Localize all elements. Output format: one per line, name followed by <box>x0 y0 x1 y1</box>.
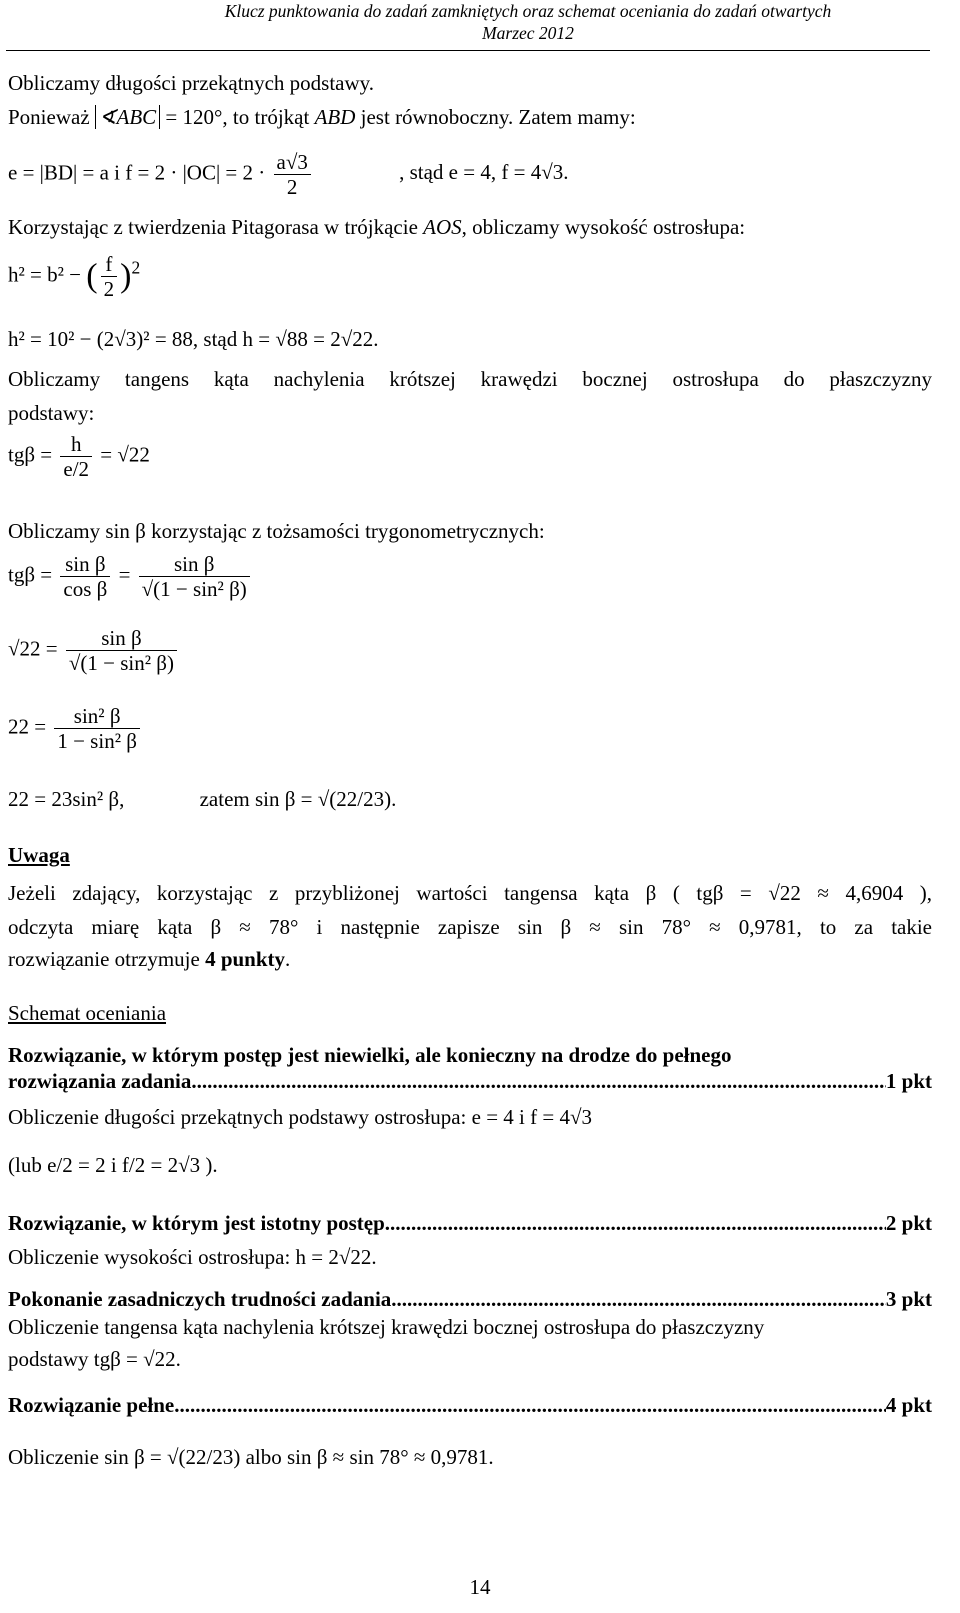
solution-paragraph-2: Ponieważ ∢ABC = 120°, to trójkąt ABD jest równoboczny. Zatem mamy: <box>8 105 636 129</box>
page-header <box>148 0 908 44</box>
pythagoras-equation-2: h² = 10² − (2√3)² = 88, stąd h = √88 = 2√22. <box>8 327 379 351</box>
sine-equation-4: 22 = 23sin² β, zatem sin β = √(22/23). <box>8 787 397 811</box>
criterion-1-points: 1 pkt <box>885 1069 932 1093</box>
solution-paragraph-3: Korzystając z twierdzenia Pitagorasa w trójkącie AOS, obliczamy wysokość ostrosłupa: <box>8 215 746 239</box>
criterion-1-score-line: rozwiązania zadania ..... 1 pkt <box>8 1068 932 1094</box>
fraction: $\frac{\text{sin² β}}{\text{1 − sin² β}}$ <box>54 704 140 753</box>
fraction: $\frac{\text{sin β}}{\text{cos β}}$ <box>60 552 110 601</box>
note-title: Uwaga <box>8 843 70 867</box>
criterion-2-score-line: Rozwiązanie, w którym jest istotny postęp ..... 2 pkt <box>8 1210 932 1236</box>
note-line-3: rozwiązanie otrzymuje 4 punkty. <box>8 947 291 971</box>
tangent-equation: tgβ = $\frac{h}{e/2}$ = √22 <box>8 432 150 482</box>
note-line-1: Jeżeli zdający, korzystając z przybliżonej wartości tangensa kąta β ( tgβ = √22 ≈ 4,6904 ), <box>8 881 932 905</box>
criterion-3-desc-2: podstawy tgβ = √22. <box>8 1347 181 1371</box>
sine-equation-3: 22 = $\frac{\text{sin² β}}{\text{1 − sin² β}}$ <box>8 704 143 753</box>
solution-paragraph-5: Obliczamy sin β korzystając z tożsamości trygonometrycznych: <box>8 519 545 543</box>
solution-paragraph-4: Obliczamy tangens kąta nachylenia krótszej krawędzi bocznej ostrosłupa do płaszczyzny <box>8 367 932 391</box>
criterion-1-desc: Obliczenie długości przekątnych podstawy ostrosłupa: e = 4 i f = 4√3 <box>8 1105 592 1129</box>
fraction: $\frac{\text{sin β}}{\text{√(1 − sin² β)}}$ <box>66 626 177 675</box>
pythagoras-equation-1: h² = b² − ( $\frac{f}{2}$ )$^2$ <box>8 252 141 302</box>
sine-equation-2: √22 = $\frac{\text{sin β}}{\text{√(1 − sin² β)}}$ <box>8 626 180 675</box>
criterion-3-score-line: Pokonanie zasadniczych trudności zadania ..... 3 pkt <box>8 1286 932 1312</box>
criterion-4-desc: Obliczenie sin β = √(22/23) albo sin β ≈ sin 78° ≈ 0,9781. <box>8 1445 494 1469</box>
header-date: Marzec 2012 <box>482 23 574 43</box>
criterion-3-points: 3 pkt <box>885 1287 932 1311</box>
criterion-2-desc: Obliczenie wysokości ostrosłupa: h = 2√22. <box>8 1245 377 1269</box>
header-title: Klucz punktowania do zadań zamkniętych oraz schemat oceniania do zadań otwartych <box>224 1 832 21</box>
solution-paragraph-4b: podstawy: <box>8 401 95 425</box>
angle-abc: ∢ABC <box>95 105 160 129</box>
diagonals-equation: e = |BD| = a i f = 2 · |OC| = 2 · $\frac{a√3}{2}$ , stąd e = 4, f = 4√3. <box>8 150 569 200</box>
fraction: $\frac{\text{sin β}}{\text{√(1 − sin² β)}}$ <box>139 552 250 601</box>
fraction: $\frac{f}{2}$ <box>101 252 118 301</box>
criterion-3-desc: Obliczenie tangensa kąta nachylenia krótszej krawędzi bocznej ostrosłupa do płaszczyzny <box>8 1315 765 1339</box>
criterion-2-points: 2 pkt <box>885 1211 932 1235</box>
schema-title: Schemat oceniania <box>8 1001 167 1025</box>
page-number: 14 <box>469 1575 491 1599</box>
criterion-4-points: 4 pkt <box>885 1393 932 1417</box>
fraction: $\frac{h}{e/2}$ <box>60 432 92 481</box>
sine-equation-1: tgβ = $\frac{\text{sin β}}{\text{cos β}}$ = $\frac{\text{sin β}}{\text{√(1 − sin² β)}}$ <box>8 552 253 601</box>
solution-paragraph-1: Obliczamy długości przekątnych podstawy. <box>8 71 375 95</box>
header-rule <box>6 50 930 51</box>
criterion-4-score-line: Rozwiązanie pełne ..... 4 pkt <box>8 1392 932 1418</box>
note-line-2: odczyta miarę kąta β ≈ 78° i następnie zapisze sin β ≈ sin 78° ≈ 0,9781, to za takie <box>8 915 932 939</box>
fraction: $\frac{a√3}{2}$ <box>274 150 311 199</box>
criterion-1-desc-2: (lub e/2 = 2 i f/2 = 2√3 ). <box>8 1153 218 1177</box>
criterion-1-title: Rozwiązanie, w którym postęp jest niewielki, ale konieczny na drodze do pełnego <box>8 1043 732 1067</box>
